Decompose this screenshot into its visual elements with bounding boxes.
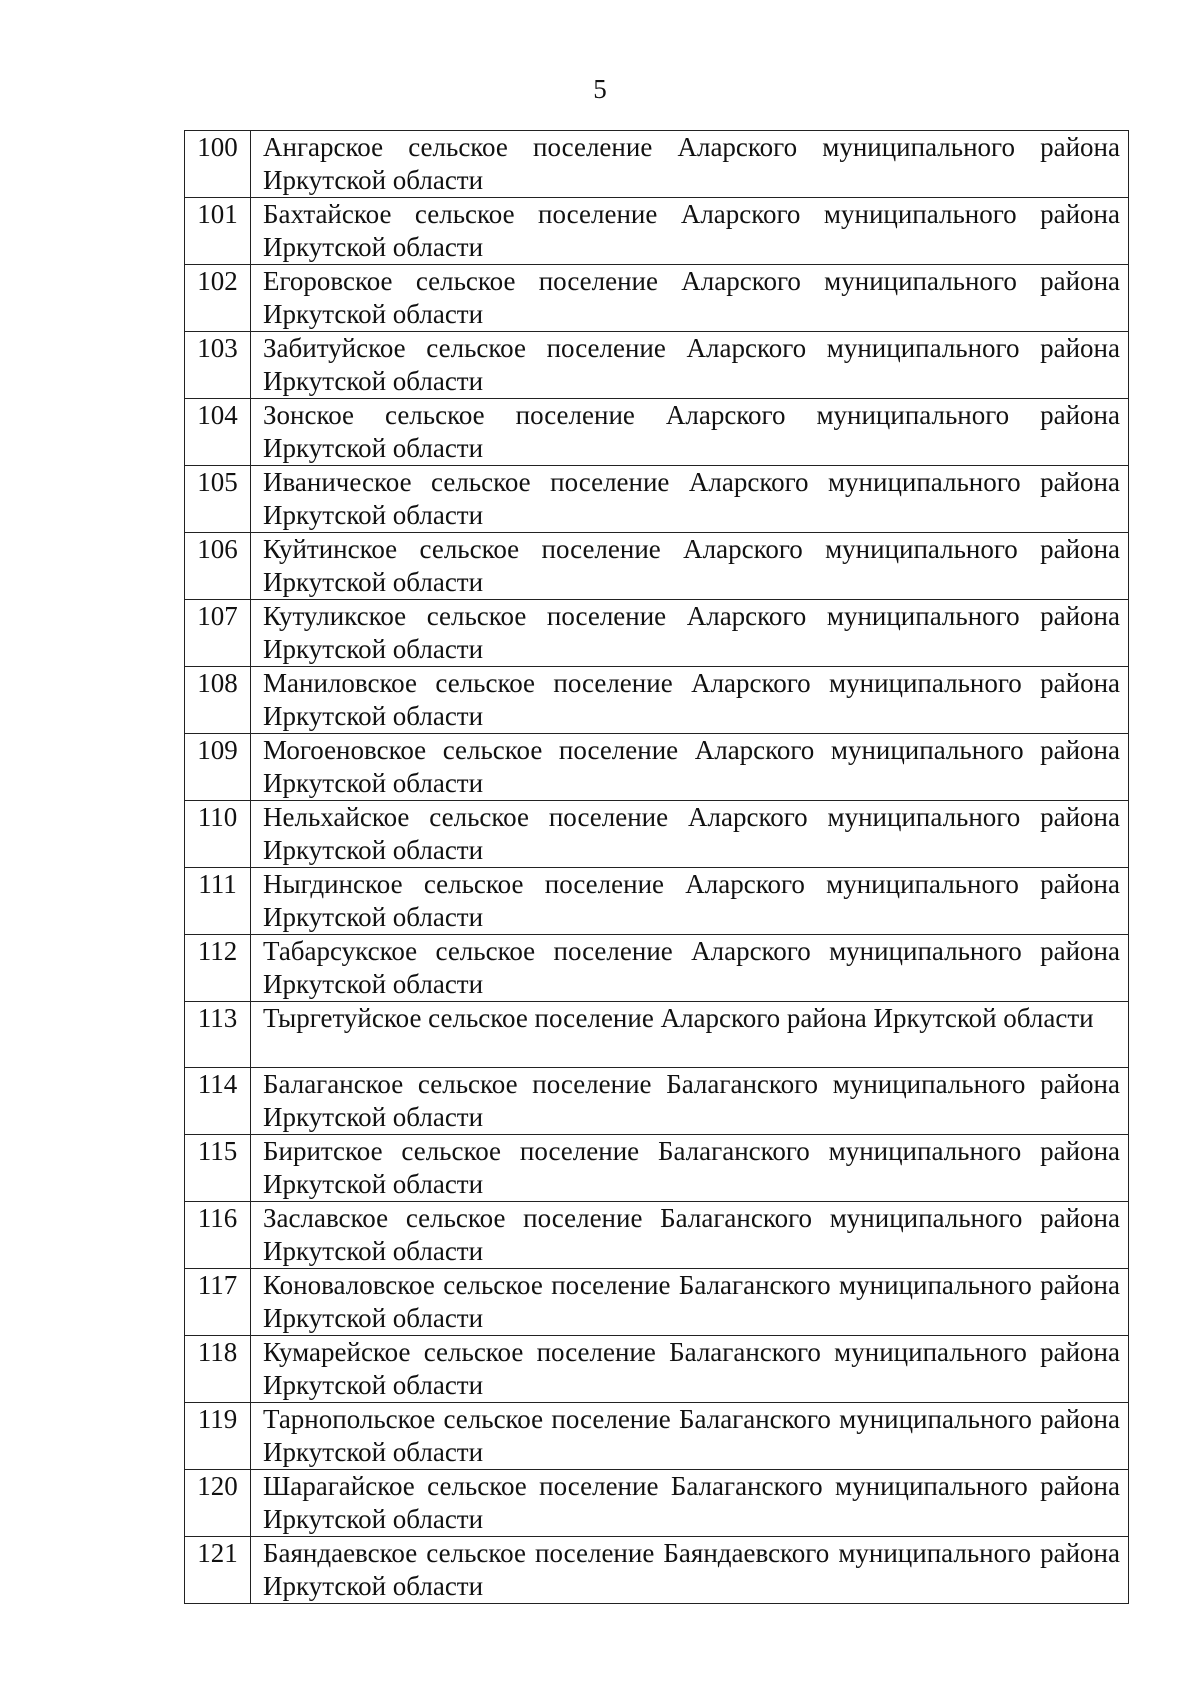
settlement-name: Могоеновское сельское поселение Аларского муниципального района Иркутской области bbox=[251, 734, 1129, 801]
row-number: 121 bbox=[185, 1537, 251, 1604]
settlement-name: Забитуйское сельское поселение Аларского муниципального района Иркутской области bbox=[251, 332, 1129, 399]
settlement-name: Шарагайское сельское поселение Балаганского муниципального района Иркутской области bbox=[251, 1470, 1129, 1537]
row-number: 119 bbox=[185, 1403, 251, 1470]
row-number: 109 bbox=[185, 734, 251, 801]
settlement-name: Зонское сельское поселение Аларского муниципального района Иркутской области bbox=[251, 399, 1129, 466]
settlement-name: Баяндаевское сельское поселение Баяндаевского муниципального района Иркутской области bbox=[251, 1537, 1129, 1604]
row-number: 110 bbox=[185, 801, 251, 868]
settlement-name: Биритское сельское поселение Балаганского муниципального района Иркутской области bbox=[251, 1135, 1129, 1202]
table-row bbox=[185, 332, 1129, 399]
settlement-name: Коноваловское сельское поселение Балаганского муниципального района Иркутской области bbox=[251, 1269, 1129, 1336]
table-row bbox=[185, 1537, 1129, 1604]
table-row bbox=[185, 466, 1129, 533]
table-row bbox=[185, 600, 1129, 667]
table-row bbox=[185, 131, 1129, 198]
table-row bbox=[185, 198, 1129, 265]
table-row bbox=[185, 265, 1129, 332]
settlement-name: Ангарское сельское поселение Аларского муниципального района Иркутской области bbox=[251, 131, 1129, 198]
table-row bbox=[185, 533, 1129, 600]
row-number: 104 bbox=[185, 399, 251, 466]
row-number: 100 bbox=[185, 131, 251, 198]
page-number: 5 bbox=[593, 74, 607, 104]
row-number: 103 bbox=[185, 332, 251, 399]
row-number: 118 bbox=[185, 1336, 251, 1403]
table-row bbox=[185, 734, 1129, 801]
settlement-name: Ныгдинское сельское поселение Аларского муниципального района Иркутской области bbox=[251, 868, 1129, 935]
settlement-name: Нельхайское сельское поселение Аларского муниципального района Иркутской области bbox=[251, 801, 1129, 868]
row-number: 107 bbox=[185, 600, 251, 667]
settlements-table bbox=[184, 130, 1129, 1604]
table-row bbox=[185, 1470, 1129, 1537]
settlement-name: Балаганское сельское поселение Балаганского муниципального района Иркутской области bbox=[251, 1068, 1129, 1135]
row-number: 102 bbox=[185, 265, 251, 332]
settlement-name: Иваническое сельское поселение Аларского муниципального района Иркутской области bbox=[251, 466, 1129, 533]
table-row bbox=[185, 1403, 1129, 1470]
table-row bbox=[185, 1269, 1129, 1336]
settlement-name: Тарнопольское сельское поселение Балаганского муниципального района Иркутской области bbox=[251, 1403, 1129, 1470]
row-number: 108 bbox=[185, 667, 251, 734]
row-number: 111 bbox=[185, 868, 251, 935]
row-number: 120 bbox=[185, 1470, 251, 1537]
settlement-name: Тыргетуйское сельское поселение Аларского района Иркутской области bbox=[251, 1002, 1129, 1068]
settlements-table-body bbox=[185, 131, 1129, 1604]
table-row bbox=[185, 667, 1129, 734]
settlement-name: Куйтинское сельское поселение Аларского муниципального района Иркутской области bbox=[251, 533, 1129, 600]
table-row bbox=[185, 1336, 1129, 1403]
settlement-name: Кутуликское сельское поселение Аларского муниципального района Иркутской области bbox=[251, 600, 1129, 667]
table-row bbox=[185, 1135, 1129, 1202]
table-row bbox=[185, 1002, 1129, 1068]
row-number: 112 bbox=[185, 935, 251, 1002]
settlement-name: Табарсукское сельское поселение Аларского муниципального района Иркутской области bbox=[251, 935, 1129, 1002]
row-number: 113 bbox=[185, 1002, 251, 1068]
row-number: 116 bbox=[185, 1202, 251, 1269]
row-number: 117 bbox=[185, 1269, 251, 1336]
settlement-name: Бахтайское сельское поселение Аларского муниципального района Иркутской области bbox=[251, 198, 1129, 265]
row-number: 114 bbox=[185, 1068, 251, 1135]
table-row bbox=[185, 399, 1129, 466]
row-number: 101 bbox=[185, 198, 251, 265]
row-number: 115 bbox=[185, 1135, 251, 1202]
settlement-name: Егоровское сельское поселение Аларского муниципального района Иркутской области bbox=[251, 265, 1129, 332]
row-number: 106 bbox=[185, 533, 251, 600]
table-row bbox=[185, 868, 1129, 935]
table-row bbox=[185, 801, 1129, 868]
settlement-name: Кумарейское сельское поселение Балаганского муниципального района Иркутской области bbox=[251, 1336, 1129, 1403]
row-number: 105 bbox=[185, 466, 251, 533]
table-row bbox=[185, 935, 1129, 1002]
table-row bbox=[185, 1202, 1129, 1269]
table-row bbox=[185, 1068, 1129, 1135]
settlement-name: Маниловское сельское поселение Аларского муниципального района Иркутской области bbox=[251, 667, 1129, 734]
settlement-name: Заславское сельское поселение Балаганского муниципального района Иркутской области bbox=[251, 1202, 1129, 1269]
